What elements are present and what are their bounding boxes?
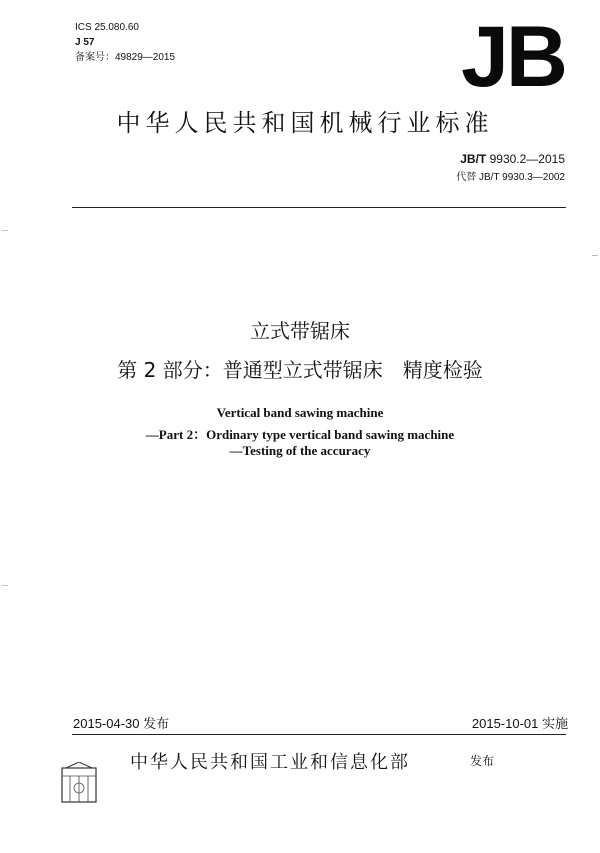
scan-mark (592, 255, 598, 256)
standard-number-value: 9930.2—2015 (489, 152, 565, 166)
top-divider (72, 207, 566, 208)
bottom-divider (72, 734, 566, 735)
issuing-authority: 中华人民共和国工业和信息化部 (130, 752, 410, 773)
replaces-standard: 代替 JB/T 9930.3—2002 (456, 172, 565, 183)
en-title-line3: —Testing of the accuracy (229, 443, 371, 458)
en-title-line1: Vertical band sawing machine (216, 405, 384, 420)
scan-mark (2, 230, 8, 231)
standard-number (460, 152, 565, 166)
implementation-date: 2015-10-01 实施 (471, 716, 568, 731)
standard-number-prefix: JB/T (460, 152, 487, 166)
issuer-emblem-icon (58, 762, 100, 806)
cn-title-line1: 立式带锯床 (250, 319, 350, 343)
ics-code: ICS 25.080.60 (75, 22, 139, 33)
record-number: 备案号：49829—2015 (75, 52, 176, 63)
scan-mark (2, 585, 8, 586)
standard-category-title: 中华人民共和国机械行业标准 (116, 109, 494, 137)
ccs-code: J 57 (75, 37, 95, 48)
jb-logo: JB (461, 9, 565, 105)
issuer-publish-label: 发布 (470, 754, 495, 768)
en-title-line2: —Part 2：Ordinary type vertical band sawing machine (145, 427, 455, 442)
issue-date: 2015-04-30 发布 (73, 716, 170, 731)
cn-title-line2: 第 2 部分：普通型立式带锯床 精度检验 (117, 358, 483, 382)
